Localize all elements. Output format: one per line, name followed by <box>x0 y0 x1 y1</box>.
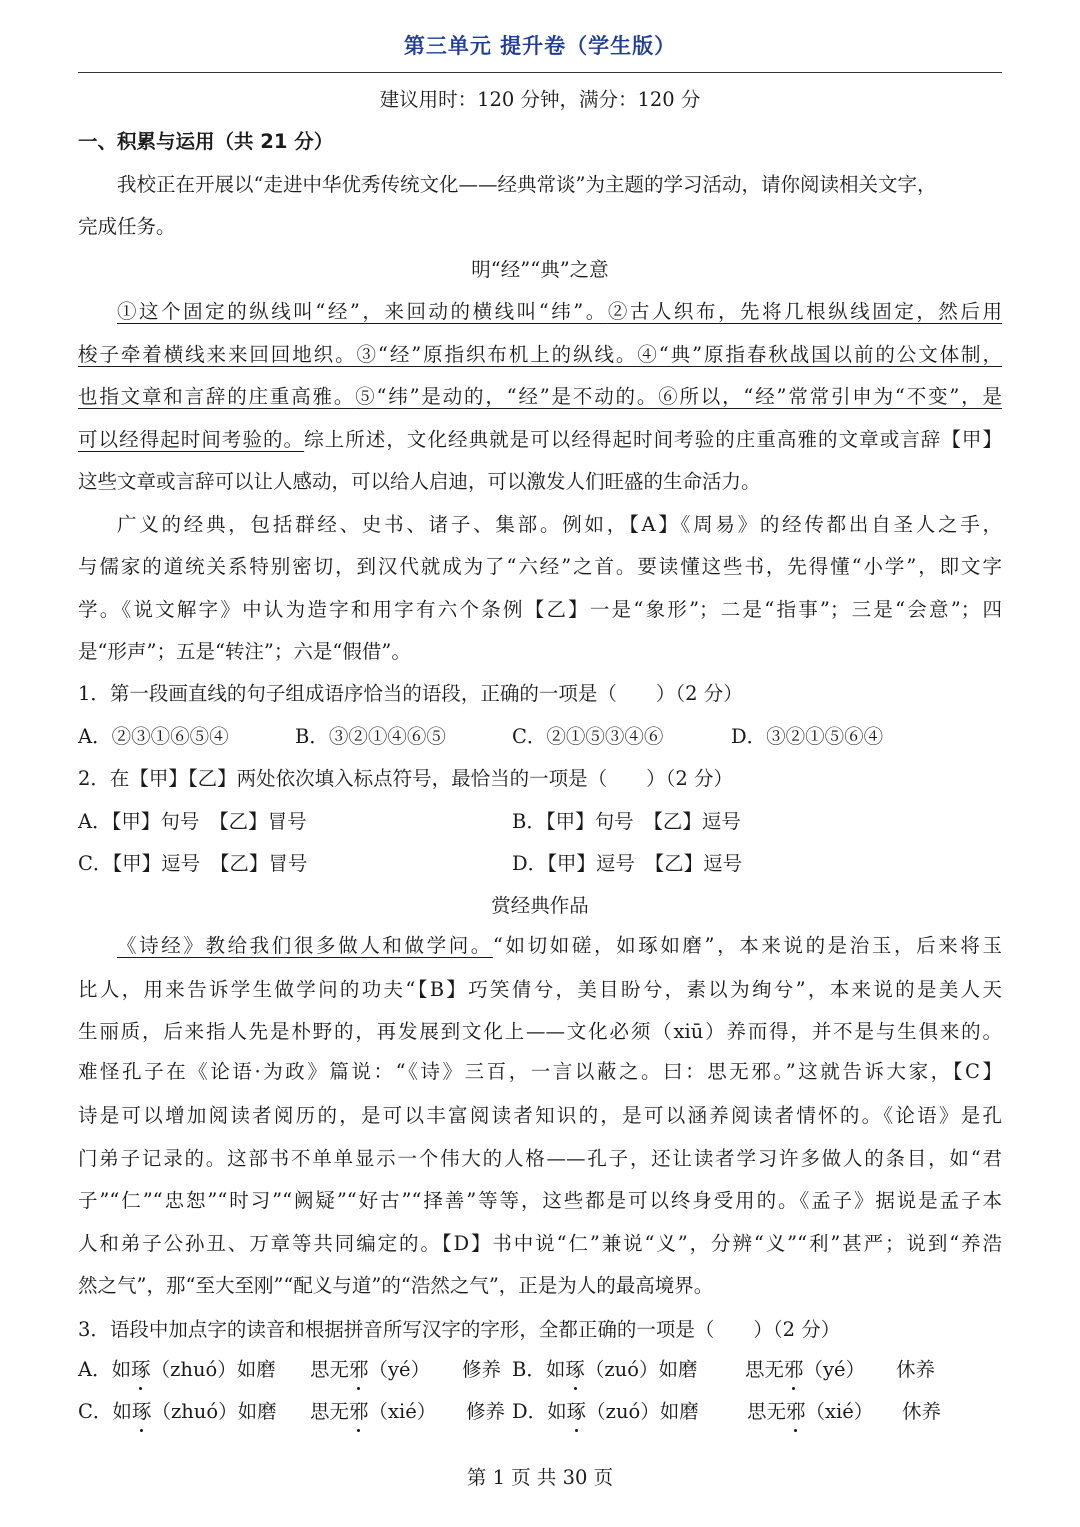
dotted-char: 邪 <box>349 1356 369 1384</box>
passage-line: 难怪孔子在《论语·为政》篇说：“《诗》三百，一言以蔽之。曰：思无邪。”这就告诉大家，【C】 <box>78 1058 1002 1086</box>
page-number: 第 1 页 共 30 页 <box>466 1466 614 1489</box>
answer-option-part: 思无邪（xié） <box>747 1398 873 1426</box>
dotted-char: 琢 <box>565 1356 585 1384</box>
question-stem: 1．第一段画直线的句子组成语序恰当的语段，正确的一项是（ ）（2 分） <box>78 682 743 705</box>
dotted-char: 琢 <box>567 1398 587 1426</box>
passage-line: 广义的经典，包括群经、史书、诸子、集部。例如，【A】《周易》的经传都出自圣人之手， <box>117 513 1002 536</box>
answer-option[interactable]: B．③②①④⑥⑤ <box>295 725 446 748</box>
dotted-char: 琢 <box>638 932 658 960</box>
page-title: 第三单元 提升卷（学生版） <box>403 34 677 58</box>
passage-line <box>78 298 1002 326</box>
answer-option[interactable]: A．如琢（zhuó）如磨 <box>78 1356 276 1384</box>
dotted-char: 琢 <box>131 1356 151 1384</box>
underlined-sentence: ⑤“纬”是动的，“经”是不动的。 <box>355 385 659 408</box>
passage-line: 生丽质，后来指人先是朴野的，再发展到文化上——文化必须（xiū）养而得，并不是与生俱来的。 <box>78 1020 1002 1043</box>
dotted-char: 邪 <box>786 1398 806 1426</box>
answer-option-part: 修养 <box>466 1400 506 1423</box>
section-title: 一、积累与运用（共 21 分） <box>78 130 334 153</box>
answer-option-part: 思无邪（yé） <box>745 1356 865 1384</box>
dotted-char: 邪 <box>784 1356 804 1384</box>
passage-line: 这些文章或言辞可以让人感动，可以给人启迪，可以激发人们旺盛的生命活力。 <box>78 470 761 493</box>
answer-option[interactable]: A．【甲】句号 【乙】冒号 <box>78 810 307 833</box>
underlined-sentence: 也指文章和言辞的庄重高雅。 <box>78 385 356 408</box>
answer-option[interactable]: C．②①⑤③④⑥ <box>512 725 664 748</box>
passage-line: 学。《说文解字》中认为造字和用字有六个条例【乙】一是“象形”；二是“指事”；三是“会意”；四 <box>78 598 1002 621</box>
underlined-sentence: ③“经”原指织布机上的纵线。 <box>356 343 638 366</box>
underlined-sentence: 可以经得起时间考验的。 <box>78 428 305 451</box>
answer-option[interactable]: D．【甲】逗号 【乙】逗号 <box>512 852 743 875</box>
time-score-note: 建议用时：120 分钟，满分：120 分 <box>379 88 701 111</box>
passage-line: 然之气”，那“至大至刚”“配义与道”的“浩然之气”，正是为人的最高境界。 <box>78 1274 714 1297</box>
answer-option[interactable]: D．③②①⑤⑥④ <box>731 725 884 748</box>
passage-line <box>78 341 1002 369</box>
underlined-sentence: ①这个固定的纵线叫“经”，来回动的横线叫“纬”。 <box>117 300 608 323</box>
question-stem: 2．在【甲】【乙】两处依次填入标点符号，最恰当的一项是（ ）（2 分） <box>78 767 734 790</box>
answer-option-part: 修养 <box>462 1358 502 1381</box>
passage-line: 是“形声”；五是“转注”；六是“假借”。 <box>78 640 411 663</box>
dotted-char: 琢 <box>132 1398 152 1426</box>
passage-line <box>78 426 1002 454</box>
passage-title: 赏经典作品 <box>491 894 589 917</box>
underlined-sentence: 梭子牵着横线来来回回地织。 <box>78 343 357 366</box>
answer-option-part: 休养 <box>902 1400 942 1423</box>
passage-line: 《诗经》教给我们很多做人和做学问。“如切如磋，如琢如磨”，本来说的是治玉，后来将玉 <box>78 932 1002 960</box>
passage-line: 人和弟子公孙丑、万章等共同编定的。【D】书中说“仁”兼说“义”，分辨“义”“利”甚严；说到“养浩 <box>78 1232 1002 1255</box>
answer-option[interactable]: B．【甲】句号 【乙】逗号 <box>512 810 741 833</box>
dotted-char: 邪 <box>751 1058 771 1086</box>
answer-option[interactable]: B．如琢（zuó）如磨 <box>512 1356 697 1384</box>
passage-line: 比人，用来告诉学生做学问的功夫“【B】巧笑倩兮，美目盼兮，素以为绚兮”，本来说的是美人天 <box>78 978 1002 1001</box>
passage-line <box>78 383 1002 411</box>
underlined-sentence: 《诗经》教给我们很多做人和做学问。 <box>117 934 493 957</box>
passage-line: 诗是可以增加阅读者阅历的，是可以丰富阅读者知识的，是可以涵养阅读者情怀的。《论语》是孔 <box>78 1104 1002 1127</box>
answer-option[interactable]: D．如琢（zuó）如磨 <box>512 1398 699 1426</box>
passage-line: 与儒家的道统关系特别密切，到汉代就成为了“六经”之首。要读懂这些书，先得懂“小学”，即文字 <box>78 555 1002 578</box>
answer-option-part: 思无邪（yé） <box>310 1356 430 1384</box>
answer-option[interactable]: C．【甲】逗号 【乙】冒号 <box>78 852 308 875</box>
answer-option[interactable]: C．如琢（zhuó）如磨 <box>78 1398 277 1426</box>
question-stem: 3．语段中加点字的读音和根据拼音所写汉字的字形，全都正确的一项是（ ）（2 分） <box>78 1318 841 1341</box>
underlined-sentence: ④“典”原指春秋战国以前的公文体制， <box>637 343 1002 366</box>
passage-line: 门弟子记录的。这部书不单单显示一个伟大的人格——孔子，还让读者学习许多做人的条目，如“君 <box>78 1147 1002 1170</box>
intro-line: 完成任务。 <box>78 215 176 238</box>
answer-option[interactable]: A．②③①⑥⑤④ <box>78 725 229 748</box>
underlined-sentence: ⑥所以，“经”常常引申为“不变”，是 <box>658 385 1002 408</box>
answer-option-part: 思无邪（xié） <box>310 1398 436 1426</box>
header-divider <box>78 72 1002 73</box>
passage-text: 综上所述，文化经典就是可以经得起时间考验的庄重高雅的文章或言辞【甲】 <box>304 428 1002 451</box>
answer-option-part: 休养 <box>896 1358 936 1381</box>
dotted-char: 邪 <box>349 1398 369 1426</box>
intro-line: 我校正在开展以“走进中华优秀传统文化——经典常谈”为主题的学习活动，请你阅读相关文字， <box>117 173 937 196</box>
underlined-sentence: ②古人织布，先将几根纵线固定，然后用 <box>607 300 1002 323</box>
passage-title: 明“经”“典”之意 <box>471 258 609 281</box>
passage-line: 子”“仁”“忠恕”“时习”“阙疑”“好古”“择善”等等，这些都是可以终身受用的。《孟子》据说是孟子本 <box>78 1189 1002 1212</box>
